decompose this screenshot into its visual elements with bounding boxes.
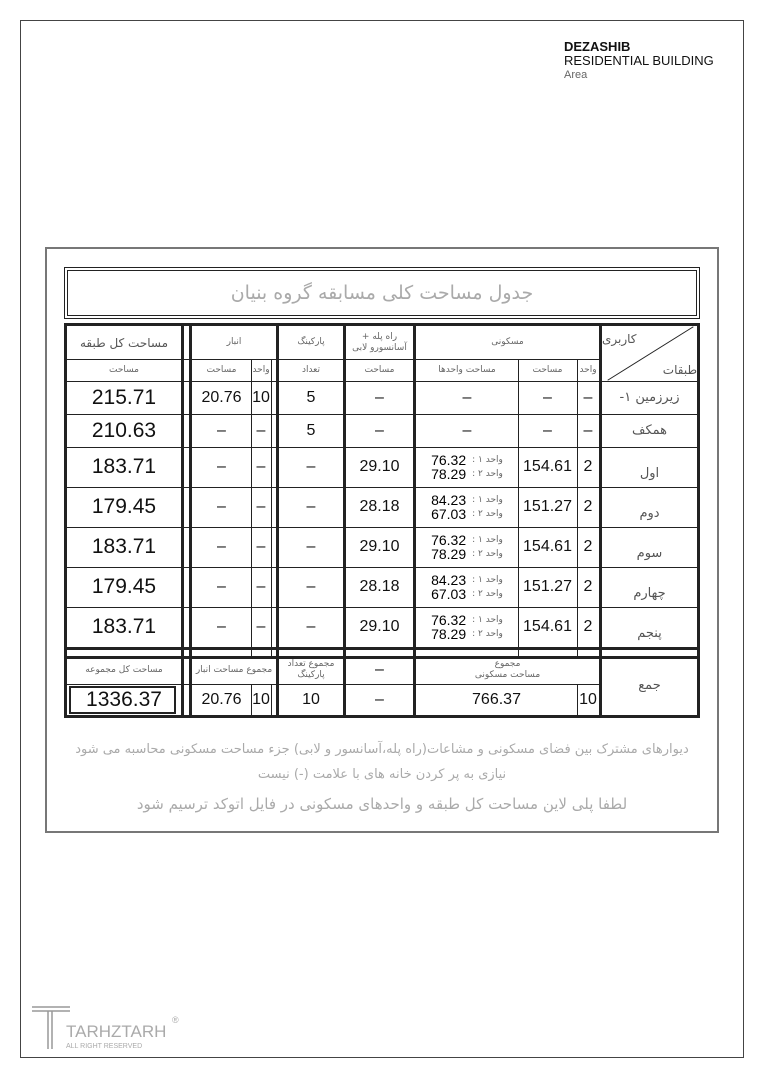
tarhztarh-logo <box>30 1003 190 1053</box>
subheader-stair-area: مساحت <box>364 364 395 375</box>
floor-total-area: 210.63 <box>91 418 157 442</box>
floor-label: همکف <box>632 423 668 438</box>
unit-area-value: 78.29 <box>431 546 467 562</box>
unit-areas-cell: – <box>462 388 472 406</box>
grid-line-horizontal <box>67 647 697 650</box>
unit-areas-cell <box>416 607 518 647</box>
residential-area: 154.61 <box>523 618 572 635</box>
unit-area-value: 78.29 <box>431 626 467 642</box>
storage-area: – <box>217 618 226 635</box>
subheader-storage-unit: واحد <box>252 364 270 375</box>
floor-label: زیرزمین ۱- <box>619 390 680 405</box>
header-stair: راه پله + آسانسورو لابی <box>352 331 407 353</box>
unit-area-line <box>431 467 503 481</box>
total-storage-area: 20.76 <box>201 690 242 708</box>
unit-area-line <box>431 507 503 521</box>
parking-count: 5 <box>306 388 316 406</box>
unit-area-value: 76.32 <box>431 452 467 468</box>
stair-area: 29.10 <box>359 458 400 475</box>
unit-area-label: واحد ۱ : <box>472 535 503 545</box>
subheader-res-unit: واحد <box>579 364 597 375</box>
storage-units: – <box>256 538 266 555</box>
totals-header-storage: مجموع مساحت انبار <box>195 664 273 675</box>
grand-total-box <box>69 686 176 714</box>
unit-area-value: 84.23 <box>431 492 467 508</box>
parking-count: – <box>306 458 316 475</box>
unit-area-line <box>431 533 503 547</box>
residential-units: – <box>583 421 593 439</box>
stair-area: 29.10 <box>359 538 400 555</box>
residential-units: 2 <box>583 458 593 475</box>
storage-units: – <box>256 421 266 439</box>
header-residential: مسکونی <box>491 337 524 347</box>
unit-area-value: 76.32 <box>431 612 467 628</box>
unit-area-value: 78.29 <box>431 466 467 482</box>
storage-units: – <box>256 578 266 595</box>
subheader-storage-area: مساحت <box>206 364 237 375</box>
residential-units: 2 <box>583 618 593 635</box>
floor-label: اول <box>639 466 660 481</box>
total-storage-units: 10 <box>252 690 270 708</box>
floor-total-area: 183.71 <box>91 455 157 478</box>
subheader-res-area: مساحت <box>532 364 563 375</box>
note-dash-cells: نیازی به پر کردن خانه های با علامت (-) نیست <box>257 767 507 782</box>
storage-area: 20.76 <box>201 388 242 406</box>
totals-header-residential-line: مجموع <box>494 659 521 669</box>
totals-header-residential-line: مساحت مسکونی <box>474 670 541 680</box>
storage-units: – <box>256 498 266 515</box>
header-storage: انبار <box>226 337 242 347</box>
logo-tagline: ALL RIGHT RESERVED <box>66 1043 143 1050</box>
storage-area: – <box>217 421 226 439</box>
unit-area-label: واحد ۲ : <box>472 509 503 519</box>
parking-count: 5 <box>306 421 316 439</box>
stair-area: – <box>375 421 384 439</box>
residential-area: 154.61 <box>523 458 572 475</box>
unit-area-label: واحد ۲ : <box>472 469 503 479</box>
floor-label: سوم <box>636 546 663 561</box>
floor-total-area: 215.71 <box>91 385 157 409</box>
header-floors: طبقات <box>662 363 697 377</box>
storage-units: – <box>256 458 266 475</box>
total-stair: – <box>375 690 384 708</box>
totals-header-total: مساحت کل مجموعه <box>85 664 163 675</box>
logo-name: TARHZTARH <box>66 1022 167 1041</box>
header-parking: پارکینگ <box>297 337 325 347</box>
unit-area-line <box>431 493 503 507</box>
unit-areas-cell <box>416 567 518 607</box>
table-title: جدول مساحت کلی مسابقه گروه بنیان <box>230 282 534 304</box>
residential-units: – <box>583 388 593 406</box>
totals-header-residential <box>475 659 540 681</box>
unit-areas <box>431 533 503 561</box>
totals-label: جمع <box>638 678 661 693</box>
residential-area: 154.61 <box>523 538 572 555</box>
unit-areas <box>431 453 503 481</box>
storage-area: – <box>217 578 226 595</box>
storage-area: – <box>217 458 226 475</box>
unit-area-line <box>431 573 503 587</box>
brand-name: DEZASHIB <box>564 39 631 54</box>
total-residential-units: 10 <box>579 690 597 708</box>
logo-registered-mark: ® <box>172 1015 179 1025</box>
parking-count: – <box>306 498 316 515</box>
brand-block <box>564 40 714 82</box>
unit-area-value: 84.23 <box>431 572 467 588</box>
storage-units: 10 <box>252 388 270 406</box>
grand-total: 1336.37 <box>86 687 162 711</box>
subheader-total-area: مساحت <box>109 364 139 375</box>
unit-area-label: واحد ۱ : <box>472 615 503 625</box>
total-parking: 10 <box>302 690 320 708</box>
residential-area: – <box>543 388 552 406</box>
floor-total-area: 183.71 <box>91 615 157 638</box>
unit-area-line <box>431 547 503 561</box>
header-usage: کاربری <box>602 332 637 346</box>
subheader-count: تعداد <box>301 364 321 375</box>
totals-header-stair: – <box>375 661 384 678</box>
storage-area: – <box>217 498 226 515</box>
unit-areas <box>431 493 503 521</box>
parking-count: – <box>306 538 316 555</box>
residential-area: 151.27 <box>523 578 572 595</box>
unit-area-label: واحد ۲ : <box>472 629 503 639</box>
storage-units: – <box>256 618 266 635</box>
unit-area-label: واحد ۱ : <box>472 495 503 505</box>
subheader-unit-areas: مساحت واحدها <box>438 364 496 375</box>
unit-area-label: واحد ۱ : <box>472 455 503 465</box>
stair-area: – <box>375 388 384 406</box>
floor-total-area: 183.71 <box>91 535 157 558</box>
unit-areas-cell <box>416 487 518 527</box>
residential-units: 2 <box>583 538 593 555</box>
header-total-floor: مساحت کل طبقه <box>79 335 169 350</box>
unit-area-value: 67.03 <box>431 586 467 602</box>
unit-area-line <box>431 613 503 627</box>
note-polyline: لطفا پلی لاین مساحت کل طبقه و واحدهای مسکونی در فایل اتوکد ترسیم شود <box>136 795 628 813</box>
total-residential-area: 766.37 <box>472 690 521 708</box>
grid-line-vertical <box>271 359 272 656</box>
unit-areas-cell: – <box>462 421 472 439</box>
unit-area-label: واحد ۱ : <box>472 575 503 585</box>
stair-area: 29.10 <box>359 618 400 635</box>
parking-count: – <box>306 618 316 635</box>
grid-line-vertical <box>271 684 272 715</box>
residential-units: 2 <box>583 498 593 515</box>
unit-areas <box>431 573 503 601</box>
unit-area-label: واحد ۲ : <box>472 549 503 559</box>
unit-area-line <box>431 453 503 467</box>
unit-area-label: واحد ۲ : <box>472 589 503 599</box>
note-common-walls: دیوارهای مشترک بین فضای مسکونی و مشاعات(راه پله،آسانسور و لابی) جزء مساحت مسکونی محاسبه می شود <box>75 742 689 757</box>
floor-label: چهارم <box>633 586 666 601</box>
floor-label: پنجم <box>637 626 662 641</box>
unit-area-line <box>431 627 503 641</box>
stair-area: 28.18 <box>359 498 400 515</box>
residential-units: 2 <box>583 578 593 595</box>
residential-area: 151.27 <box>523 498 572 515</box>
unit-areas-cell <box>416 527 518 567</box>
parking-count: – <box>306 578 316 595</box>
floor-total-area: 179.45 <box>91 495 157 518</box>
storage-area: – <box>217 538 226 555</box>
unit-areas-cell <box>416 447 518 487</box>
unit-area-value: 67.03 <box>431 506 467 522</box>
unit-area-value: 76.32 <box>431 532 467 548</box>
totals-header-parking: مجموع تعداد پارکینگ <box>287 659 335 680</box>
project-name: RESIDENTIAL BUILDING <box>564 53 714 68</box>
unit-area-line <box>431 587 503 601</box>
unit-areas <box>431 613 503 641</box>
totals-header-residential-cell <box>416 656 599 684</box>
residential-area: – <box>543 421 552 439</box>
stair-area: 28.18 <box>359 578 400 595</box>
floor-total-area: 179.45 <box>91 575 157 598</box>
floor-label: دوم <box>639 506 660 521</box>
sheet-subtitle: Area <box>564 69 588 81</box>
